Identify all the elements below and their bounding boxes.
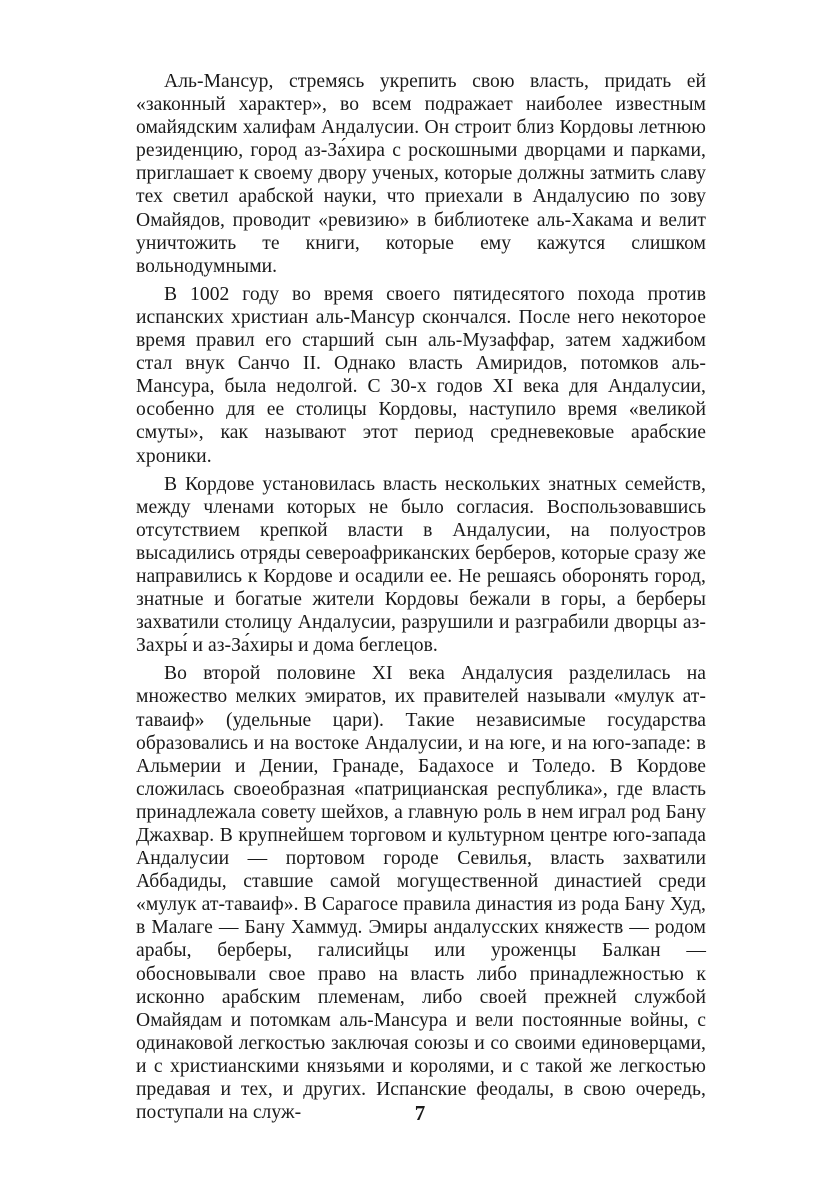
paragraph-2: В 1002 году во время своего пятидесятого похода против испанских христиан аль-Мансур скончался. После него некоторое время правил его старший сын аль-Музаффар, затем хаджибом стал внук Санчо II. Однако власть Амиридов, потомков аль-Мансура, была недолгой. С 30-х годов XI века для Андалусии, особенно для ее столицы Кордовы, наступило время «великой смуты», как называют этот период средневековые арабские хроники.: [136, 283, 706, 467]
paragraph-4: Во второй половине XI века Андалусия разделилась на множество мелких эмиратов, их правителей называли «мулук ат-таваиф» (удельные цари). Такие независимые государства образовались и на востоке Андалусии, и на юге, и на юго-западе: в Альмерии и Дении, Гранаде, Бадахосе и Толедо. В Кордове сложилась своеобразная «патрицианская республика», где власть принадлежала совету шейхов, а главную роль в нем играл род Бану Джахвар. В крупнейшем торговом и культурном центре юго-запада Андалусии — портовом городе Севилья, власть захватили Аббадиды, ставшие самой могущественной династией среди «мулук ат-таваиф». В Сарагосе правила династия из рода Бану Худ, в Малаге — Бану Хаммуд. Эмиры андалусских княжеств — родом арабы, берберы, галисийцы или уроженцы Балкан — обосновывали свое право на власть либо принадлежностью к исконно арабским племенам, либо своей прежней службой Омайядам и потомкам аль-Мансура и вели постоянные войны, с одинаковой легкостью заключая союзы и со своими единоверцами, и с христианскими князьями и королями, и с такой же легкостью предавая и тех, и других. Испанские феодалы, в свою очередь, поступали на служ-: [136, 663, 706, 1124]
page-number: 7: [414, 1101, 426, 1125]
body-text: [136, 70, 706, 1129]
paragraph-1: Аль-Мансур, стремясь укрепить свою власть, придать ей «законный характер», во всем подражает наиболее известным омайядским халифам Андалусии. Он строит близ Кордовы летнюю резиденцию, город аз-За́хира с роскошными дворцами и парками, приглашает к своему двору ученых, которые должны затмить славу тех светил арабской науки, что приехали в Андалусию по зову Омайядов, проводит «ревизию» в библиотеке аль-Хакама и велит уничтожить те книги, которые ему кажутся слишком вольнодумными.: [136, 71, 706, 277]
paragraph-3: В Кордове установилась власть нескольких знатных семейств, между членами которых не было согласия. Воспользовавшись отсутствием крепкой власти в Андалусии, на полуостров высадились отряды североафриканских берберов, которые сразу же направились к Кордове и осадили ее. Не решаясь оборонять город, знатные и богатые жители Кордовы бежали в горы, а берберы захватили столицу Андалусии, разрушили и разграбили дворцы аз-Захры́ и аз-За́хиры и дома беглецов.: [136, 473, 706, 657]
